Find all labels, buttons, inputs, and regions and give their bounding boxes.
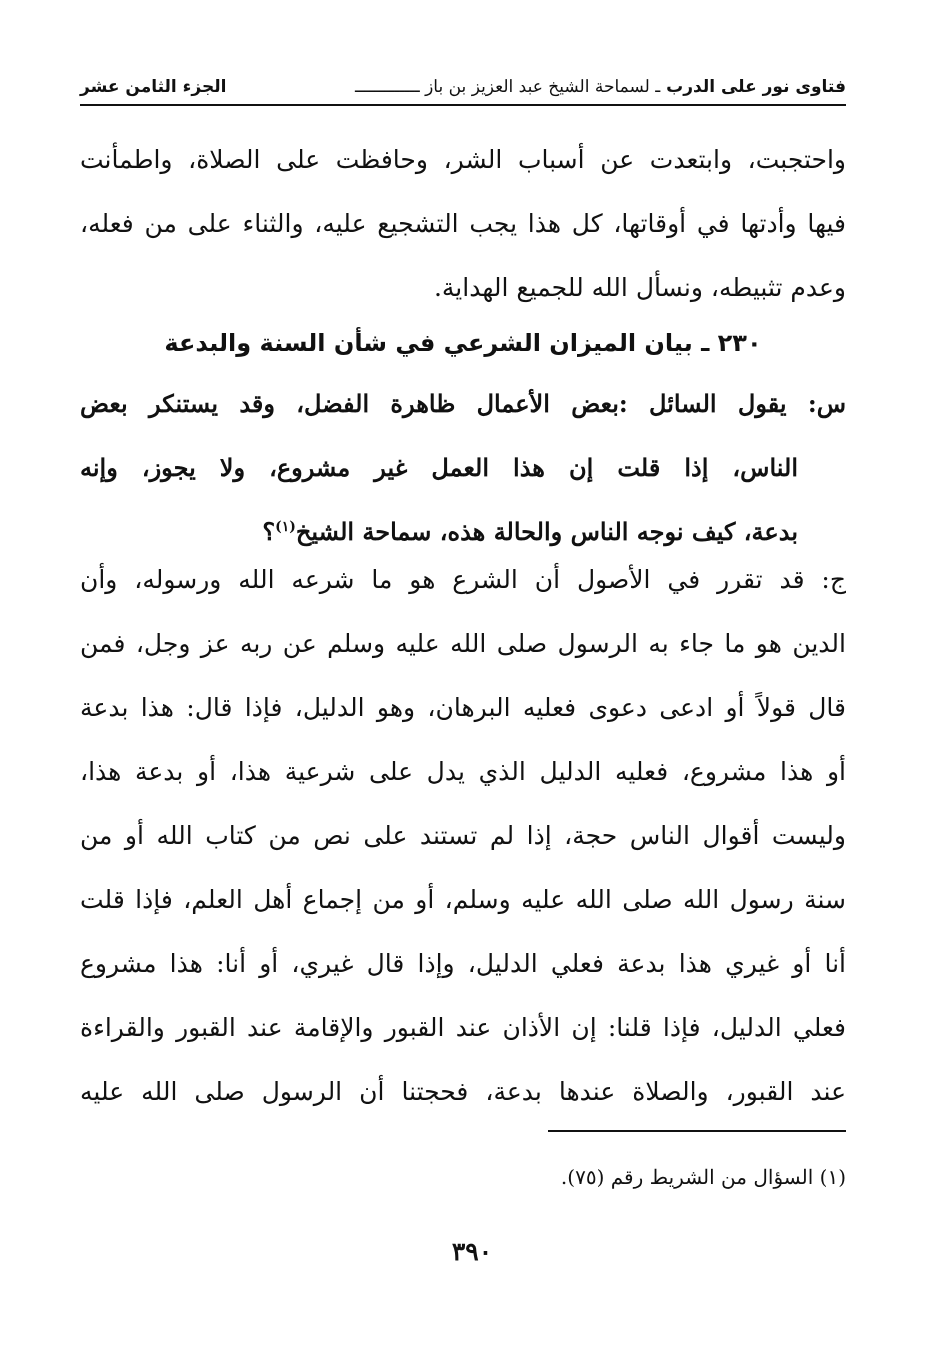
answer-line: الدين هو ما جاء به الرسول صلى الله عليه وسلم عن ربه عز وجل، فمن bbox=[80, 629, 846, 658]
question-paragraph bbox=[80, 372, 846, 564]
answer-line: أو هذا مشروع، فعليه الدليل الذي يدل على شرعية هذا، أو بدعة هذا، bbox=[80, 757, 846, 786]
footnote-separator bbox=[548, 1130, 846, 1132]
text-line: وعدم تثبيطه، ونسأل الله للجميع الهداية. bbox=[433, 273, 846, 302]
text-line: فيها وأدتها في أوقاتها، كل هذا يجب التشجيع عليه، والثناء على من فعله، bbox=[80, 209, 846, 238]
answer-line: عند القبور، والصلاة عندها بدعة، فحجتنا أن الرسول صلى الله عليه bbox=[80, 1077, 846, 1106]
answer-line: فعلي الدليل، فإذا قلنا: إن الأذان عند القبور والإقامة عند القبور والقراءة bbox=[80, 1013, 846, 1042]
question-mark: ؟ bbox=[262, 517, 276, 546]
page-number: ٣٩٠ bbox=[451, 1237, 493, 1266]
book-title-and-author bbox=[355, 72, 846, 102]
running-header bbox=[80, 72, 846, 106]
question-line: الناس، إذا قلت إن هذا العمل غير مشروع، ولا يجوز، وإنه bbox=[80, 453, 798, 482]
question-line: س: يقول السائل :بعض الأعمال ظاهرة الفضل، وقد يستنكر بعض bbox=[80, 389, 846, 418]
text-line: واحتجبت، وابتعدت عن أسباب الشر، وحافظت على الصلاة، واطمأنت bbox=[80, 145, 846, 174]
answer-paragraph bbox=[80, 548, 846, 1124]
book-part: الجزء الثامن عشر bbox=[80, 77, 227, 97]
author-name: ـ لسماحة الشيخ عبد العزيز بن باز ـــــــــــــ bbox=[354, 77, 661, 97]
question-line-text: بدعة، كيف نوجه الناس والحالة هذه، سماحة الشيخ bbox=[295, 517, 798, 546]
book-title: فتاوى نور على الدرب bbox=[666, 77, 846, 97]
answer-line: أنا أو غيري هذا بدعة فعلي الدليل، وإذا قال غيري، أو أنا: هذا مشروع bbox=[80, 949, 846, 978]
answer-line: سنة رسول الله صلى الله عليه وسلم، أو من إجماع أهل العلم، فإذا قلت bbox=[80, 885, 846, 914]
footnote-reference: (١) bbox=[275, 519, 296, 535]
section-title: ٢٣٠ ـ بيان الميزان الشرعي في شأن السنة والبدعة bbox=[164, 329, 762, 357]
answer-line: قال قولاً أو ادعى دعوى فعليه البرهان، وهو الدليل، فإذا قال: هذا بدعة bbox=[80, 693, 846, 722]
answer-line: ج: قد تقرر في الأصول أن الشرع هو ما شرعه الله ورسوله، وأن bbox=[80, 565, 846, 594]
intro-paragraph bbox=[80, 128, 846, 320]
answer-line: وليست أقوال الناس حجة، إذا لم تستند على نص من كتاب الله أو من bbox=[80, 821, 846, 850]
footnote: (١) السؤال من الشريط رقم (٧٥). bbox=[560, 1165, 846, 1189]
